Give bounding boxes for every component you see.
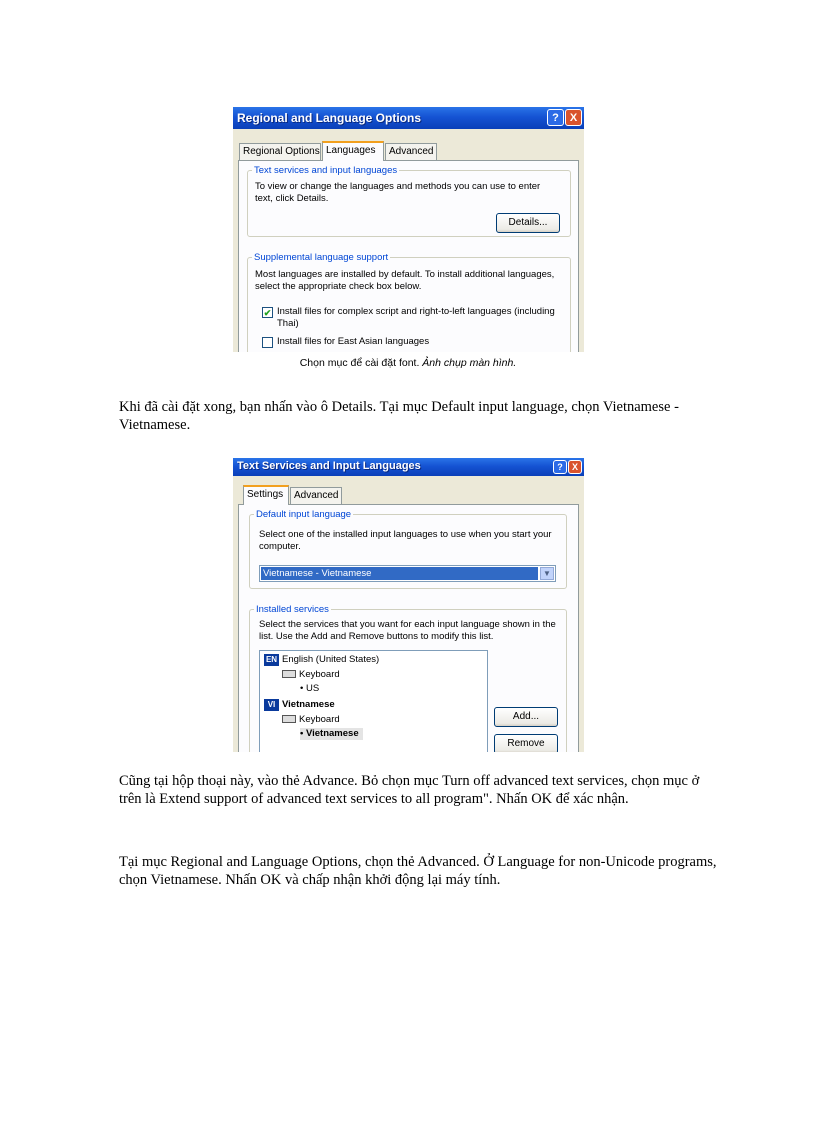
text-services-screenshot [233, 458, 584, 752]
title-bar [233, 107, 584, 129]
tree-item-vietnamese[interactable] [264, 699, 335, 711]
figure-caption [0, 357, 816, 369]
tree-item-us[interactable] [300, 683, 319, 695]
tree-item-label: Vietnamese [282, 699, 335, 710]
tab-settings[interactable]: Settings [243, 485, 289, 505]
group-description: Select one of the installed input languages to use when you start your computer. [259, 529, 552, 552]
group-legend: Default input language [256, 509, 352, 520]
language-badge: VI [264, 699, 279, 711]
keyboard-icon [282, 670, 296, 678]
bullet-icon: • [300, 683, 304, 694]
tree-item-label: Keyboard [299, 714, 340, 725]
tab-languages[interactable]: Languages [322, 141, 384, 161]
services-tree[interactable] [259, 650, 488, 752]
chevron-down-icon[interactable]: ▼ [540, 567, 554, 580]
tree-item-label: Keyboard [299, 669, 340, 680]
east-asian-checkbox[interactable] [262, 337, 273, 348]
group-legend: Installed services [256, 604, 329, 615]
tree-item-keyboard[interactable] [282, 669, 340, 681]
help-icon[interactable]: ? [553, 460, 567, 474]
group-description: Most languages are installed by default. To install additional languages, select the appropriate check box below. [255, 269, 555, 292]
instruction-paragraph: Cũng tại hộp thoại này, vào thẻ Advance. Bỏ chọn mục Turn off advanced text services, chọn mục ở trên là Extend support of advanced text services to all program". Nhấn OK để xác nhận. [119, 773, 700, 807]
tree-item-label: Vietnamese [305, 728, 359, 739]
language-badge: EN [265, 655, 278, 664]
details-button[interactable]: Details... [496, 213, 560, 233]
tab-advanced[interactable]: Advanced [290, 487, 342, 504]
east-asian-label: Install files for East Asian languages [277, 336, 430, 347]
selected-language: Vietnamese - Vietnamese [261, 567, 538, 580]
close-icon[interactable]: X [565, 109, 582, 126]
regional-language-options-screenshot [233, 107, 584, 352]
help-icon[interactable]: ? [547, 109, 564, 126]
tree-item-english[interactable] [264, 654, 379, 666]
caption-credit: Ảnh chụp màn hình. [422, 357, 517, 369]
tab-panel [238, 160, 579, 352]
group-legend: Text services and input languages [254, 165, 398, 176]
keyboard-icon [282, 715, 296, 723]
tab-regional-options[interactable]: Regional Options [239, 143, 321, 160]
group-description: To view or change the languages and methods you can use to enter text, click Details. [255, 181, 541, 204]
complex-script-label: Install files for complex script and right-to-left languages (including Thai) [277, 306, 555, 329]
title-bar [233, 458, 584, 476]
tree-item-vietnamese-keyboard[interactable] [300, 728, 363, 740]
tab-advanced[interactable]: Advanced [385, 143, 437, 160]
dialog-title: Text Services and Input Languages [237, 460, 421, 472]
group-description: Select the services that you want for each input language shown in the list. Use the Add and Remove buttons to modify this list. [259, 619, 556, 642]
remove-button[interactable]: Remove [494, 734, 558, 752]
tab-panel [238, 504, 579, 752]
tree-item-label: US [305, 683, 320, 694]
complex-script-checkbox[interactable]: ✔ [263, 308, 272, 318]
default-language-select[interactable] [259, 565, 556, 582]
group-legend: Supplemental language support [254, 252, 389, 263]
bullet-icon: • [300, 728, 304, 739]
dialog-title: Regional and Language Options [237, 111, 422, 125]
tree-item-label: English (United States) [282, 654, 380, 665]
caption-text: Chọn mục để cài đặt font. [299, 357, 423, 369]
add-button[interactable]: Add... [494, 707, 558, 727]
close-icon[interactable]: X [568, 460, 582, 474]
tree-item-keyboard[interactable] [282, 714, 340, 726]
instruction-paragraph: Khi đã cài đặt xong, bạn nhấn vào ô Details. Tại mục Default input language, chọn Vietnamese - Vietnamese. [119, 399, 679, 433]
instruction-paragraph: Tại mục Regional and Language Options, chọn thẻ Advanced. Ở Language for non-Unicode programs, chọn Vietnamese. Nhấn OK và chấp nhận khởi động lại máy tính. [119, 854, 717, 888]
